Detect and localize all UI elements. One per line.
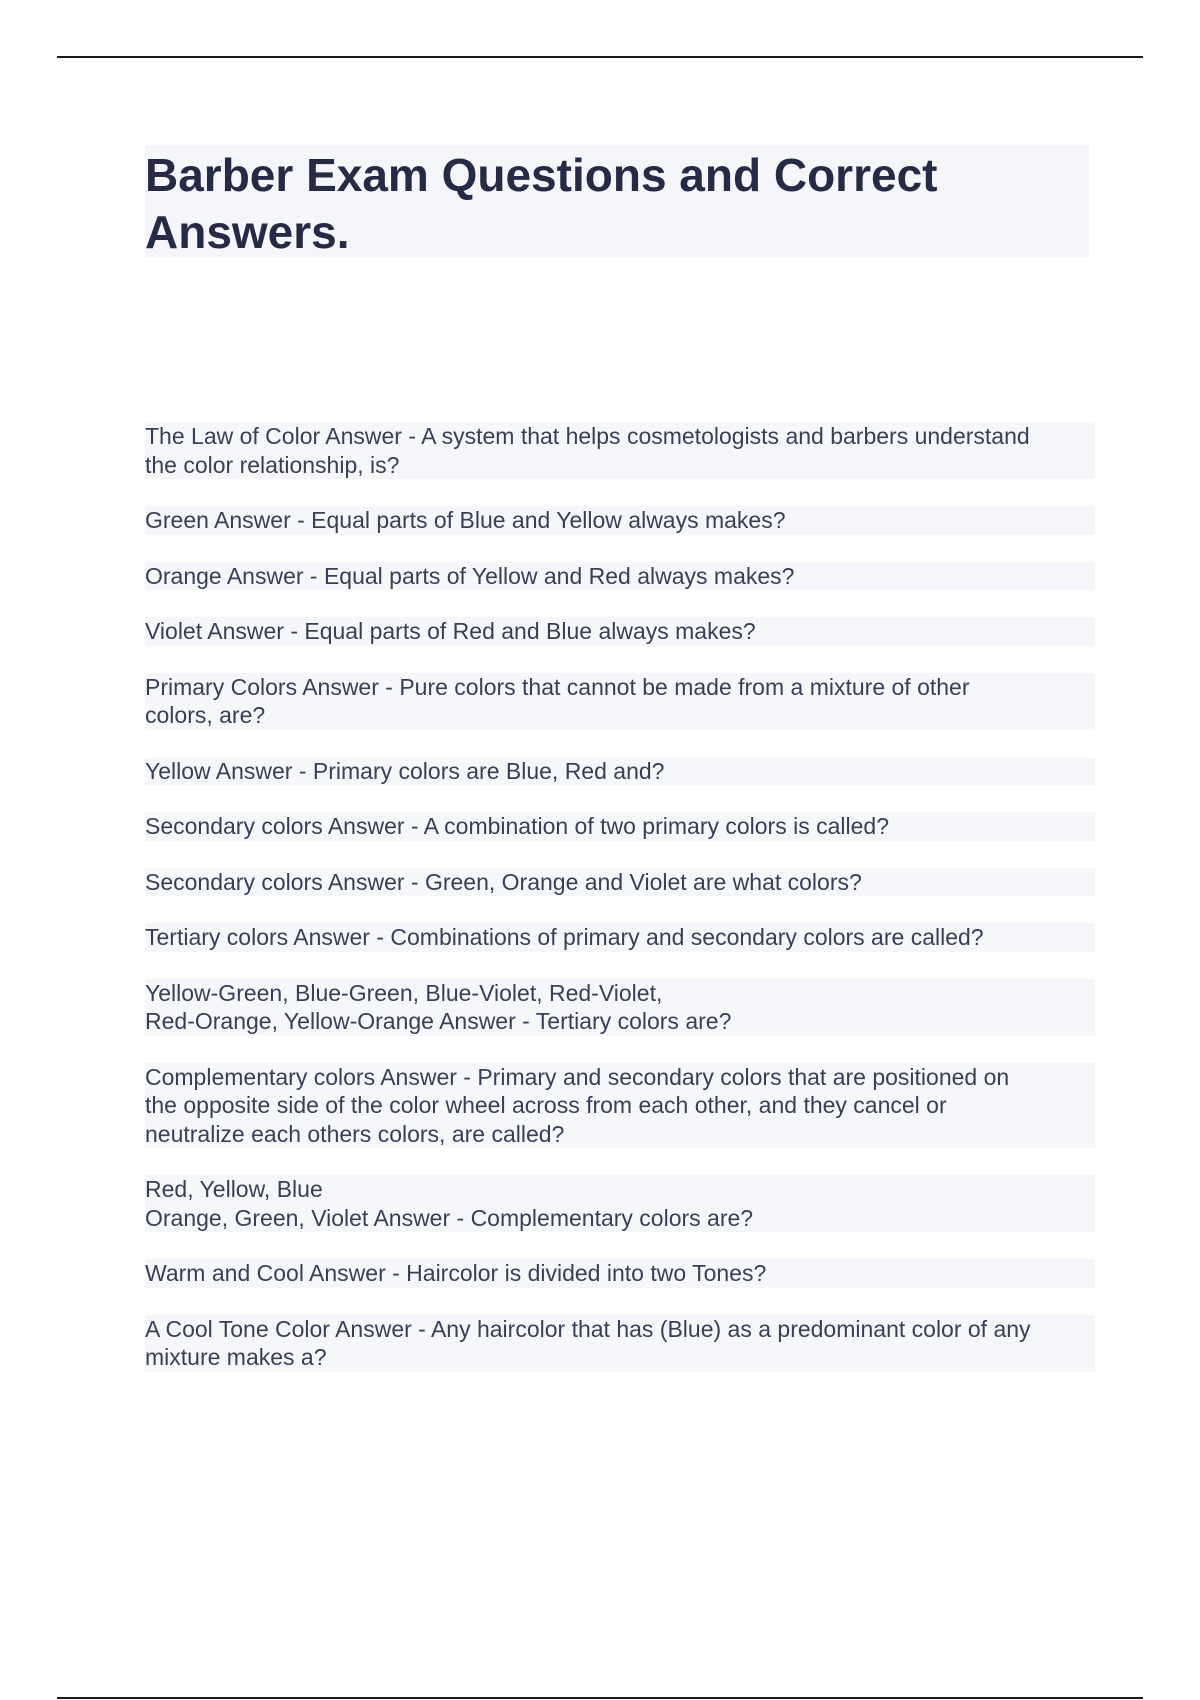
qa-line	[145, 757, 1095, 786]
qa-line-text: the opposite side of the color wheel across from each other, and they cancel or	[145, 1092, 947, 1118]
qa-line-text: Orange Answer - Equal parts of Yellow and Red always makes?	[145, 562, 795, 589]
qa-line-text: Yellow Answer - Primary colors are Blue, Red and?	[145, 757, 665, 784]
qa-item	[145, 979, 1095, 1036]
qa-line	[145, 1204, 1095, 1233]
qa-line	[145, 923, 1095, 952]
qa-line-text: Secondary colors Answer - Green, Orange and Violet are what colors?	[145, 868, 862, 895]
page-title: Barber Exam Questions and Correct Answers.	[145, 149, 938, 258]
qa-line	[145, 1315, 1095, 1344]
qa-item	[145, 617, 1095, 646]
qa-line-text: Red, Yellow, Blue	[145, 1176, 323, 1202]
qa-line	[145, 451, 1095, 480]
qa-line-text: Secondary colors Answer - A combination of two primary colors is called?	[145, 813, 889, 839]
qa-item	[145, 757, 1095, 786]
qa-line	[145, 673, 1095, 702]
qa-line	[145, 1120, 1095, 1149]
qa-line-text: The Law of Color Answer - A system that helps cosmetologists and barbers understand	[145, 423, 1030, 449]
qa-list	[145, 422, 1095, 1399]
qa-line	[145, 1007, 1095, 1036]
qa-line-text: Orange, Green, Violet Answer - Complementary colors are?	[145, 1204, 754, 1231]
qa-line-text: Red-Orange, Yellow-Orange Answer - Tertiary colors are?	[145, 1008, 732, 1034]
qa-item	[145, 812, 1095, 841]
qa-line	[145, 422, 1095, 451]
qa-line-text: Green Answer - Equal parts of Blue and Yellow always makes?	[145, 507, 786, 533]
qa-line	[145, 617, 1095, 646]
top-rule	[57, 56, 1143, 58]
qa-line-text: neutralize each others colors, are called?	[145, 1120, 565, 1147]
qa-line-text: Warm and Cool Answer - Haircolor is divided into two Tones?	[145, 1260, 767, 1286]
bottom-rule	[57, 1697, 1143, 1699]
qa-item	[145, 1175, 1095, 1232]
qa-line	[145, 1063, 1095, 1092]
title-box	[145, 145, 1089, 257]
qa-item	[145, 506, 1095, 535]
qa-line-text: A Cool Tone Color Answer - Any haircolor that has (Blue) as a predominant color of any	[145, 1315, 1031, 1342]
qa-line	[145, 1343, 1095, 1372]
qa-line-text: Complementary colors Answer - Primary and secondary colors that are positioned on	[145, 1063, 1010, 1090]
qa-item	[145, 422, 1095, 479]
qa-line	[145, 562, 1095, 591]
qa-line	[145, 1259, 1095, 1288]
qa-line	[145, 812, 1095, 841]
qa-item	[145, 868, 1095, 897]
qa-line-text: colors, are?	[145, 702, 266, 728]
qa-item	[145, 1315, 1095, 1372]
qa-line	[145, 868, 1095, 897]
qa-item	[145, 1259, 1095, 1288]
qa-line	[145, 1091, 1095, 1120]
qa-line-text: Tertiary colors Answer - Combinations of primary and secondary colors are called?	[145, 924, 984, 950]
qa-line-text: the color relationship, is?	[145, 451, 400, 478]
qa-line	[145, 1175, 1095, 1204]
qa-line	[145, 701, 1095, 730]
qa-line	[145, 506, 1095, 535]
qa-item	[145, 562, 1095, 591]
qa-item	[145, 1063, 1095, 1149]
qa-line-text: Yellow-Green, Blue-Green, Blue-Violet, Red-Violet,	[145, 979, 663, 1006]
qa-line-text: Violet Answer - Equal parts of Red and Blue always makes?	[145, 618, 756, 644]
qa-line-text: mixture makes a?	[145, 1344, 327, 1370]
qa-item	[145, 673, 1095, 730]
qa-line-text: Primary Colors Answer - Pure colors that cannot be made from a mixture of other	[145, 673, 970, 700]
qa-item	[145, 923, 1095, 952]
qa-line	[145, 979, 1095, 1008]
